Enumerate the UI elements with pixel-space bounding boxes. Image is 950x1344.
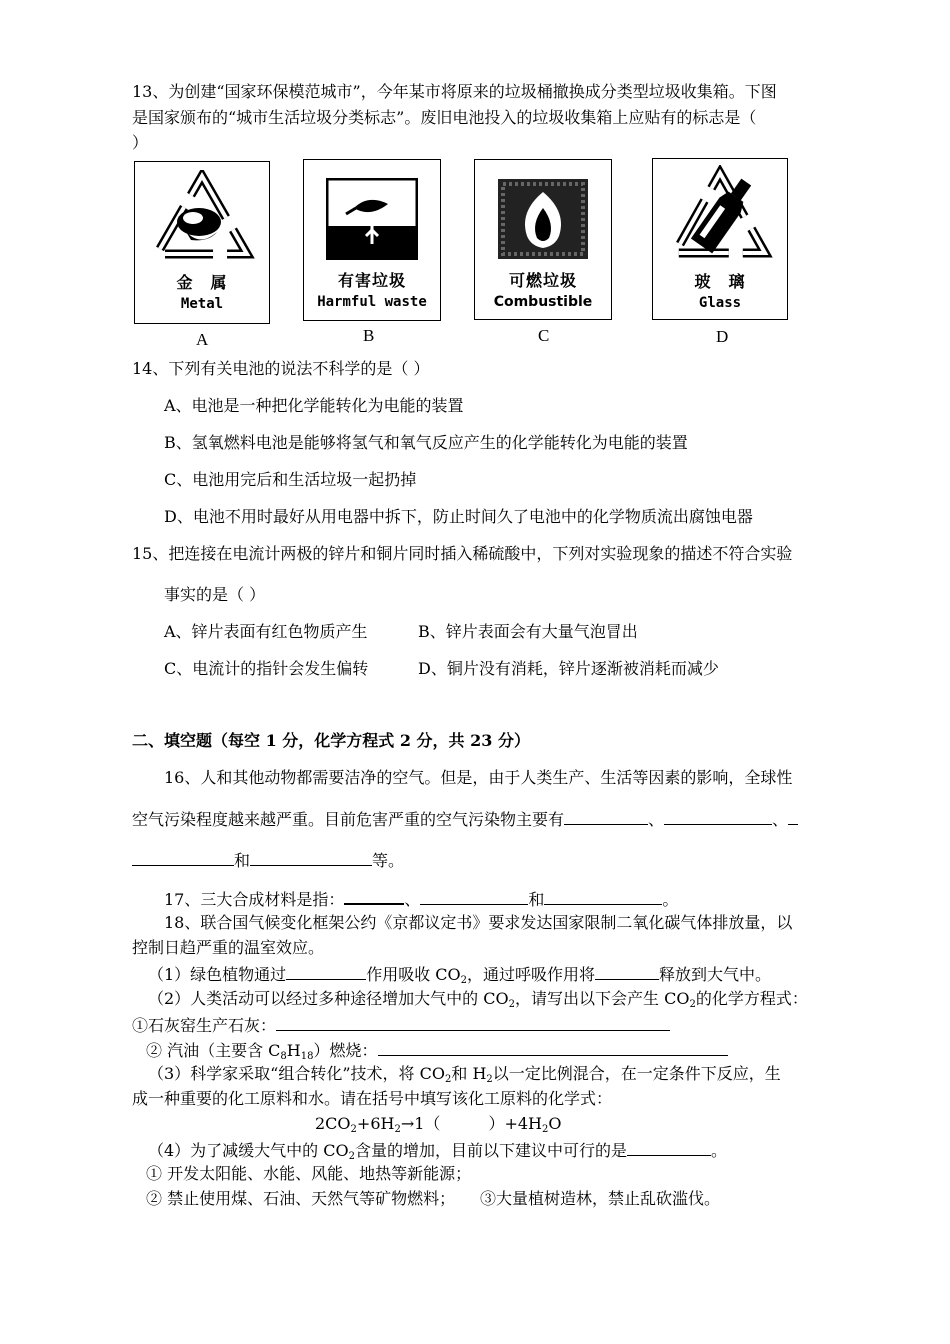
eq-part-a: 2CO (315, 1114, 351, 1133)
q16-line2-text: 空气污染程度越来越严重。目前危害严重的空气污染物主要有 (132, 810, 565, 829)
q18-p2ii-text-a: ② 汽油（主要含 C (146, 1041, 281, 1060)
q18-p1-text-a: （1）绿色植物通过 (148, 965, 287, 984)
section-two-title: 二、填空题（每空 1 分，化学方程式 2 分，共 23 分） (132, 731, 530, 750)
sign-metal-cn: 金 属 (176, 273, 228, 292)
q16-blank-3[interactable] (132, 849, 234, 866)
eq-part-e: O (548, 1114, 562, 1133)
q15-stem-line2: 事实的是（ ） (164, 585, 266, 604)
sign-glass-cn: 玻 璃 (694, 272, 746, 291)
sign-harmful-en: Harmful waste (317, 294, 427, 310)
q18-line1: 18、联合国气候变化框架公约《京都议定书》要求发达国家限制二氧化碳气体排放量，以 (164, 913, 793, 932)
q18-p2-text-c: 的化学方程式： (695, 989, 808, 1008)
q18-part4 (148, 1139, 727, 1161)
q16-end: 等。 (372, 851, 405, 870)
q17-blank-3[interactable] (544, 888, 662, 905)
q18-part2-i (132, 1014, 670, 1036)
q18-p2ii-blank[interactable] (378, 1039, 728, 1056)
sign-metal-en: Metal (180, 296, 224, 312)
q18-equation (315, 1114, 561, 1134)
q17-sep: 、 (404, 890, 421, 909)
q18-part3-line2: 成一种重要的化工原料和水。请在括号中填写该化工原料的化学式： (132, 1089, 613, 1108)
q18-p2-text-a: （2）人类活动可以经过多种途径增加大气中的 CO (148, 989, 509, 1008)
q18-p4-text-c: 。 (711, 1141, 728, 1160)
q16-sep-1: 、 (648, 810, 665, 829)
option-letter-c: C (538, 326, 550, 345)
q18-p3-text-c: 以一定比例混合，在一定条件下反应，生 (492, 1064, 781, 1083)
q18-line2: 控制日趋严重的温室效应。 (132, 938, 325, 957)
q14-option-b: B、氢氧燃料电池是能够将氢气和氧气反应产生的化学能转化为电能的装置 (164, 433, 688, 452)
q17-end: 。 (662, 890, 679, 909)
q18-part2-ii (146, 1039, 728, 1061)
sign-combustible-en: Combustible (493, 294, 593, 310)
q16-line3 (132, 849, 404, 871)
q18-p3-text-b: 和 H (451, 1064, 487, 1083)
q15-option-b: B、锌片表面会有大量气泡冒出 (418, 622, 638, 641)
eq-sub-a: 2 (350, 1124, 357, 1135)
q18-option-3: ③大量植树造林，禁止乱砍滥伐。 (480, 1189, 721, 1208)
q15-option-c: C、电流计的指针会发生偏转 (164, 659, 369, 678)
q18-p3-sub-a: 2 (445, 1074, 452, 1085)
q18-p2ii-text-b: H (286, 1041, 301, 1060)
q18-part3-line1 (148, 1064, 781, 1084)
q14-option-a: A、电池是一种把化学能转化为电能的装置 (164, 396, 464, 415)
sign-combustible-cn: 可燃垃圾 (508, 271, 577, 290)
sign-glass (652, 158, 788, 320)
q18-option-2: ② 禁止使用煤、石油、天然气等矿物燃料； (146, 1189, 456, 1208)
sign-combustible (474, 159, 612, 320)
q18-p3-sub-b: 2 (486, 1074, 493, 1085)
q16-blank-1[interactable] (564, 808, 648, 825)
q16-line2 (132, 808, 798, 830)
q13-line1: 13、为创建“国家环保模范城市”，今年某市将原来的垃圾桶撤换成分类型垃圾收集箱。下图 (132, 82, 777, 101)
q18-option-1: ① 开发太阳能、水能、风能、地热等新能源； (146, 1164, 472, 1183)
q18-p2ii-sub-18: 18 (300, 1051, 314, 1062)
q18-p1-blank-1[interactable] (286, 963, 366, 980)
q16-line1: 16、人和其他动物都需要洁净的空气。但是，由于人类生产、生活等因素的影响，全球性 (164, 768, 793, 787)
q13-line3: ） (132, 133, 149, 152)
q18-p2-sub-a: 2 (508, 999, 516, 1010)
q18-p1-text-b: 作用吸收 CO (366, 965, 461, 984)
eq-part-c: →1（ (400, 1114, 441, 1133)
q14-option-c: C、电池用完后和生活垃圾一起扔掉 (164, 470, 417, 489)
eq-sub-d: 2 (541, 1124, 549, 1135)
q18-p2-text-b: ，请写出以下会产生 CO (515, 989, 690, 1008)
q18-part2 (148, 989, 808, 1009)
q15-option-d: D、铜片没有消耗，锌片逐渐被消耗而减少 (418, 659, 719, 678)
q17-blank-1[interactable] (344, 887, 404, 905)
recycle-metal-icon (147, 170, 257, 265)
q15-stem-line1: 15、把连接在电流计两极的锌片和铜片同时插入稀硫酸中，下列对实验现象的描述不符合实验 (132, 544, 793, 563)
q15-option-a: A、锌片表面有红色物质产生 (164, 622, 368, 641)
q17-and: 和 (528, 890, 545, 909)
q16-sep-2: 、 (772, 810, 789, 829)
q18-p3-text-a: （3）科学家采取“组合转化”技术，将 CO (148, 1064, 445, 1083)
option-letter-b: B (363, 326, 375, 345)
recycle-glass-icon (665, 165, 775, 265)
q17-text: 17、三大合成材料是指： (164, 890, 345, 909)
q18-p2ii-text-c: ）燃烧： (313, 1041, 378, 1060)
q16-and: 和 (234, 851, 251, 870)
q18-p1-text-d: 释放到大气中。 (659, 965, 772, 984)
q14-stem: 14、下列有关电池的说法不科学的是（ ） (132, 359, 430, 378)
eq-part-b: +6H (356, 1114, 395, 1133)
option-letter-d: D (716, 327, 729, 346)
eq-part-d: ）+4H (488, 1114, 542, 1133)
q18-p2i-text: ①石灰窑生产石灰： (132, 1016, 277, 1035)
q16-blank-3-start[interactable] (788, 808, 798, 825)
flame-icon (497, 178, 589, 260)
q18-p1-blank-2[interactable] (595, 963, 659, 980)
q18-p4-text-b: 含量的增加，目前以下建议中可行的是 (355, 1141, 628, 1160)
option-letter-a: A (196, 330, 209, 349)
q18-p4-blank[interactable] (627, 1139, 711, 1156)
q18-p4-sub: 2 (348, 1151, 356, 1162)
sign-harmful-cn: 有害垃圾 (337, 271, 406, 290)
q18-p1-text-c: ，通过呼吸作用将 (467, 965, 596, 984)
q18-p2ii-sub-8: 8 (280, 1051, 287, 1062)
sign-glass-en: Glass (698, 295, 742, 311)
q16-blank-2[interactable] (664, 808, 772, 825)
q13-line2: 是国家颁布的“城市生活垃圾分类标志”。废旧电池投入的垃圾收集箱上应贴有的标志是（ (132, 108, 757, 127)
q17-line (164, 887, 678, 910)
q16-blank-4[interactable] (250, 849, 372, 866)
q18-p2i-blank[interactable] (276, 1014, 670, 1031)
sign-metal (134, 161, 270, 324)
q17-blank-2[interactable] (420, 888, 528, 905)
q18-p1-sub: 2 (460, 975, 468, 986)
harmful-waste-icon (326, 178, 418, 260)
sign-harmful (303, 159, 441, 321)
eq-sub-b: 2 (394, 1124, 401, 1135)
q18-part1 (148, 963, 771, 985)
q14-option-d: D、电池不用时最好从用电器中拆下，防止时间久了电池中的化学物质流出腐蚀电器 (164, 507, 753, 526)
q18-p2-sub-b: 2 (689, 999, 696, 1010)
q18-p4-text-a: （4）为了减缓大气中的 CO (148, 1141, 349, 1160)
